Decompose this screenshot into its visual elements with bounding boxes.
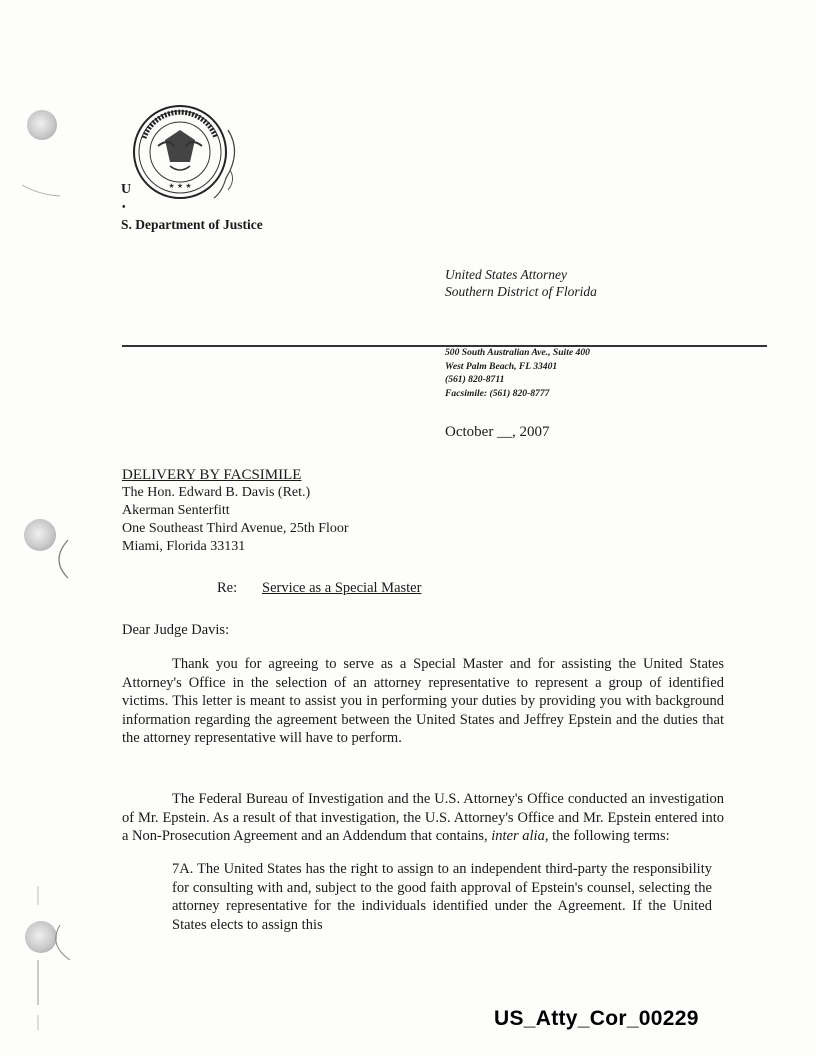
quoted-term-7a: 7A. The United States has the right to assign to an independent third-party the responsibility for consulting with and, subject to the good faith approval of Epstein's counsel, selecting the attorney representative for the individuals identified under the Agreement. If the United States elects to assign this	[172, 861, 712, 933]
paragraph-2-end: , the following terms:	[544, 828, 670, 845]
recipient-city: Miami, Florida 33131	[122, 539, 246, 554]
bates-stamp: US_Atty_Cor_00229	[494, 1007, 699, 1030]
paragraph-2-text: The Federal Bureau of Investigation and the U.S. Attorney's Office conducted an investigation of Mr. Epstein. As a result of that investigation, the U.S. Attorney's Office and Mr. Epstein entered into a Non-Prosecution Agreement and an Addendum that contains,	[122, 791, 724, 845]
office-title: United States Attorney	[445, 267, 567, 282]
paragraph-2-italic: inter alia	[491, 828, 545, 845]
body-paragraph-2	[122, 790, 724, 846]
recipient-street: One Southeast Third Avenue, 25th Floor	[122, 521, 349, 536]
recipient-address	[122, 484, 349, 556]
re-label: Re:	[217, 580, 238, 596]
address-fax: Facsimile: (561) 820-8777	[445, 387, 550, 399]
recipient-name: The Hon. Edward B. Davis (Ret.)	[122, 485, 311, 500]
letter-date: October __, 2007	[445, 424, 550, 440]
delivery-method: DELIVERY BY FACSIMILE	[122, 467, 302, 483]
address-phone: (561) 820-8711	[445, 374, 505, 385]
re-subject: Service as a Special Master	[262, 580, 422, 596]
address-street: 500 South Australian Ave., Suite 400	[445, 347, 590, 358]
department-name: S. Department of Justice	[121, 217, 263, 232]
address-city: West Palm Beach, FL 33401	[445, 360, 558, 372]
body-paragraph-1: Thank you for agreeing to serve as a Special Master and for assisting the United States Attorney's Office in the selection of an attorney representative to represent a group of identified victims. This letter is meant to assist you in performing your duties by providing you with background information regarding the agreement between the United States and Jeffrey Epstein and the duties that the attorney representative will have to perform.	[122, 656, 724, 747]
letterhead-initial: U	[121, 182, 132, 197]
recipient-firm: Akerman Senterfitt	[122, 503, 230, 518]
salutation: Dear Judge Davis:	[122, 622, 230, 638]
doj-seal-icon	[118, 100, 244, 204]
office-block	[445, 266, 597, 300]
letterhead-dot: •	[122, 202, 126, 213]
svg-text:★ ★ ★: ★ ★ ★	[168, 182, 192, 190]
office-district: Southern District of Florida	[445, 284, 597, 299]
office-address	[445, 346, 590, 400]
